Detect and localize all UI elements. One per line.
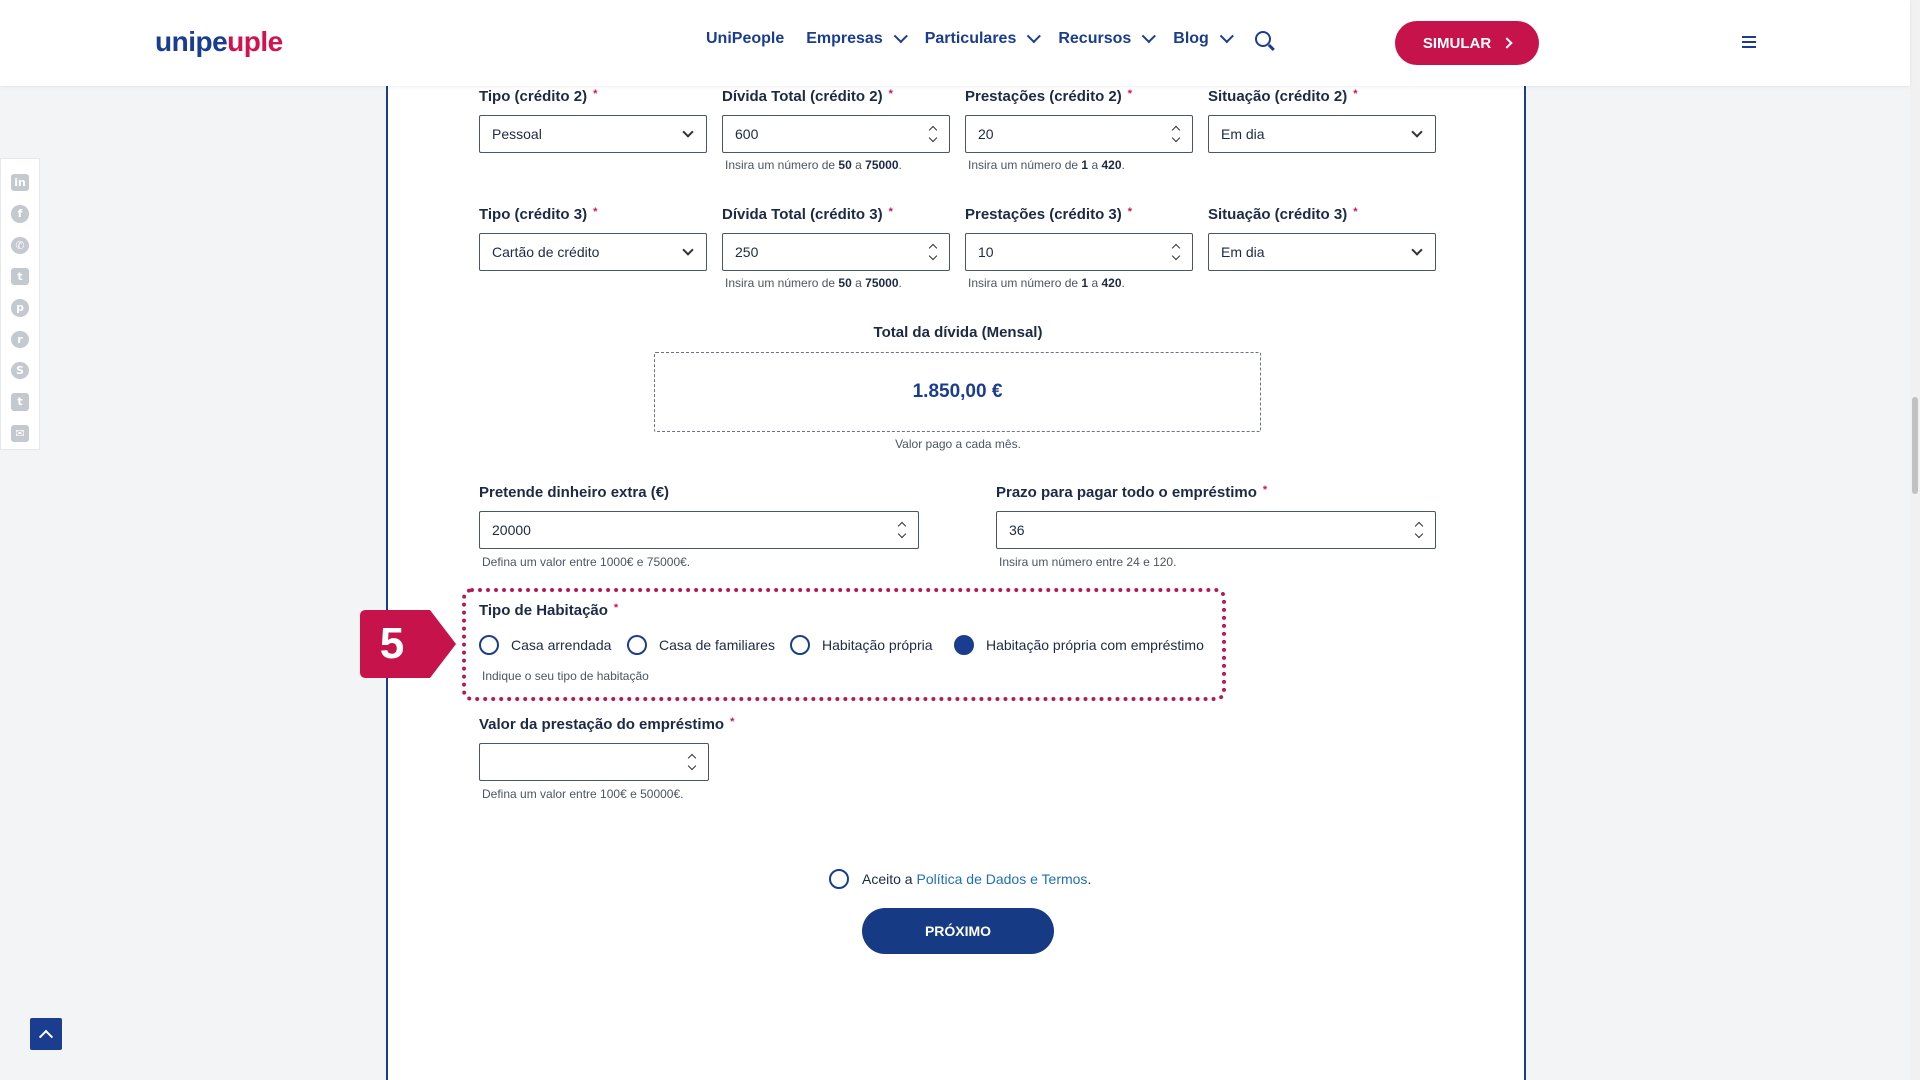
divida-credito2-input[interactable] [722,115,950,153]
nav-item-unipeople[interactable] [706,30,784,48]
simular-button[interactable] [1395,21,1539,65]
prestacoes-credito2-hint: Insira um número de 1 a 420. [968,158,1125,172]
stepper-icon[interactable] [1415,521,1423,539]
tipo-habitacao-label: Tipo de Habitação * [479,602,619,619]
chevron-down-icon [1220,29,1234,43]
radio-habitacao-propria-emprestimo[interactable] [954,635,974,655]
chevron-down-icon [893,29,907,43]
stepper-icon[interactable] [898,521,906,539]
situacao-credito2-label: Situação (crédito 2) * [1208,88,1358,105]
scrollbar-thumb[interactable] [1912,397,1918,494]
step-badge-number: 5 [379,619,405,668]
whatsapp-icon[interactable]: ✆ [11,237,29,254]
nav-label: Particulares [924,30,1017,47]
stepper-icon[interactable] [1172,125,1180,143]
reddit-icon[interactable]: r [11,331,29,348]
dinheiro-extra-hint: Defina um valor entre 1000€ e 75000€. [482,555,691,569]
prestacoes-credito3-hint: Insira um número de 1 a 420. [968,276,1125,290]
situacao-credito3-label: Situação (crédito 3) * [1208,206,1358,223]
nav-item-recursos[interactable] [1058,30,1151,48]
tipo-credito2-label: Tipo (crédito 2) * [479,88,598,105]
nav-item-blog[interactable] [1173,30,1229,48]
nav-label: Blog [1173,30,1209,47]
linkedin-icon[interactable]: in [11,174,29,191]
accept-terms-text: Aceito a Política de Dados e Termos. [862,871,1092,887]
stepper-icon[interactable] [1172,243,1180,261]
logo[interactable] [155,26,283,58]
tipo-credito2-select[interactable] [479,115,707,153]
stepper-icon[interactable] [688,753,696,771]
facebook-icon[interactable]: f [11,205,29,222]
prazo-label: Prazo para pagar todo o empréstimo * [996,484,1268,501]
dinheiro-extra-input[interactable] [479,511,919,549]
divida-credito2-hint: Insira um número de 50 a 75000. [725,158,902,172]
radio-label[interactable]: Habitação própria [822,637,933,653]
chevron-up-icon [39,1030,53,1044]
twitter-icon[interactable]: t [11,268,29,285]
divida-credito2-label: Dívida Total (crédito 2) * [722,88,893,105]
proximo-button[interactable]: PRÓXIMO [862,908,1054,954]
menu-icon[interactable] [1742,36,1756,48]
back-to-top-button[interactable] [30,1018,62,1050]
valor-prestacao-hint: Defina um valor entre 100€ e 50000€. [482,787,684,801]
input-value: 600 [735,126,759,142]
radio-casa-familiares[interactable] [627,635,647,655]
search-icon[interactable] [1255,31,1271,47]
logo-text-part1: unipe [155,26,228,57]
input-value: 36 [1009,522,1025,538]
select-value: Em dia [1221,126,1265,142]
chevron-down-icon [1027,29,1041,43]
stepper-icon[interactable] [929,125,937,143]
step-badge-shape [360,610,456,678]
radio-label[interactable]: Casa arrendada [511,637,612,653]
tumblr-icon[interactable]: t [11,393,29,410]
divida-credito3-label: Dívida Total (crédito 3) * [722,206,893,223]
simular-label: SIMULAR [1422,34,1492,52]
radio-casa-arrendada[interactable] [479,635,499,655]
total-divida-value: 1.850,00 € [654,352,1261,432]
prazo-input[interactable] [996,511,1436,549]
chevron-right-icon [1501,37,1512,48]
nav-label: Empresas [806,30,883,47]
skype-icon[interactable]: S [11,362,29,379]
chevron-down-icon [682,244,693,255]
tipo-credito3-select[interactable] [479,233,707,271]
prestacoes-credito2-label: Prestações (crédito 2) * [965,88,1133,105]
total-divida-hint: Valor pago a cada mês. [895,437,1021,451]
prestacoes-credito3-label: Prestações (crédito 3) * [965,206,1133,223]
scrollbar[interactable] [1910,0,1920,1080]
input-value: 10 [978,244,994,260]
prestacoes-credito2-input[interactable] [965,115,1193,153]
email-icon[interactable]: ✉ [11,425,29,442]
chevron-down-icon [1142,29,1156,43]
divida-credito3-input[interactable] [722,233,950,271]
valor-prestacao-input[interactable] [479,743,709,781]
input-value: 20000 [492,522,531,538]
select-value: Cartão de crédito [492,244,600,260]
site-header [0,0,1910,86]
pinterest-icon[interactable]: p [11,299,29,316]
tipo-credito3-label: Tipo (crédito 3) * [479,206,598,223]
nav-label: UniPeople [706,30,785,47]
situacao-credito2-select[interactable] [1208,115,1436,153]
policy-link[interactable]: Política de Dados e Termos [916,871,1088,887]
prazo-hint: Insira um número entre 24 e 120. [999,555,1177,569]
situacao-credito3-select[interactable] [1208,233,1436,271]
dinheiro-extra-label: Pretende dinheiro extra (€) [479,484,670,501]
nav-item-empresas[interactable] [806,30,903,48]
social-share-bar [0,158,40,450]
logo-text-part2: u [227,26,244,57]
chevron-down-icon [682,126,693,137]
step-5-badge [360,610,456,678]
nav-item-particulares[interactable] [925,30,1037,48]
tipo-habitacao-hint: Indique o seu tipo de habitação [482,669,649,683]
total-divida-label: Total da dívida (Mensal) [873,324,1043,341]
input-value: 250 [735,244,759,260]
divida-credito3-hint: Insira um número de 50 a 75000. [725,276,902,290]
nav-label: Recursos [1058,30,1132,47]
stepper-icon[interactable] [929,243,937,261]
chevron-down-icon [1411,244,1422,255]
radio-label[interactable]: Casa de familiares [659,637,775,653]
select-value: Em dia [1221,244,1265,260]
input-value: 20 [978,126,994,142]
prestacoes-credito3-input[interactable] [965,233,1193,271]
valor-prestacao-label: Valor da prestação do empréstimo * [479,716,735,733]
simulation-form [386,86,1526,1080]
select-value: Pessoal [492,126,542,142]
radio-habitacao-propria[interactable] [790,635,810,655]
logo-text-part3: ple [243,26,283,57]
radio-label[interactable]: Habitação própria com empréstimo [986,637,1204,653]
chevron-down-icon [1411,126,1422,137]
accept-terms-checkbox[interactable] [829,869,849,889]
main-nav [706,30,1271,48]
